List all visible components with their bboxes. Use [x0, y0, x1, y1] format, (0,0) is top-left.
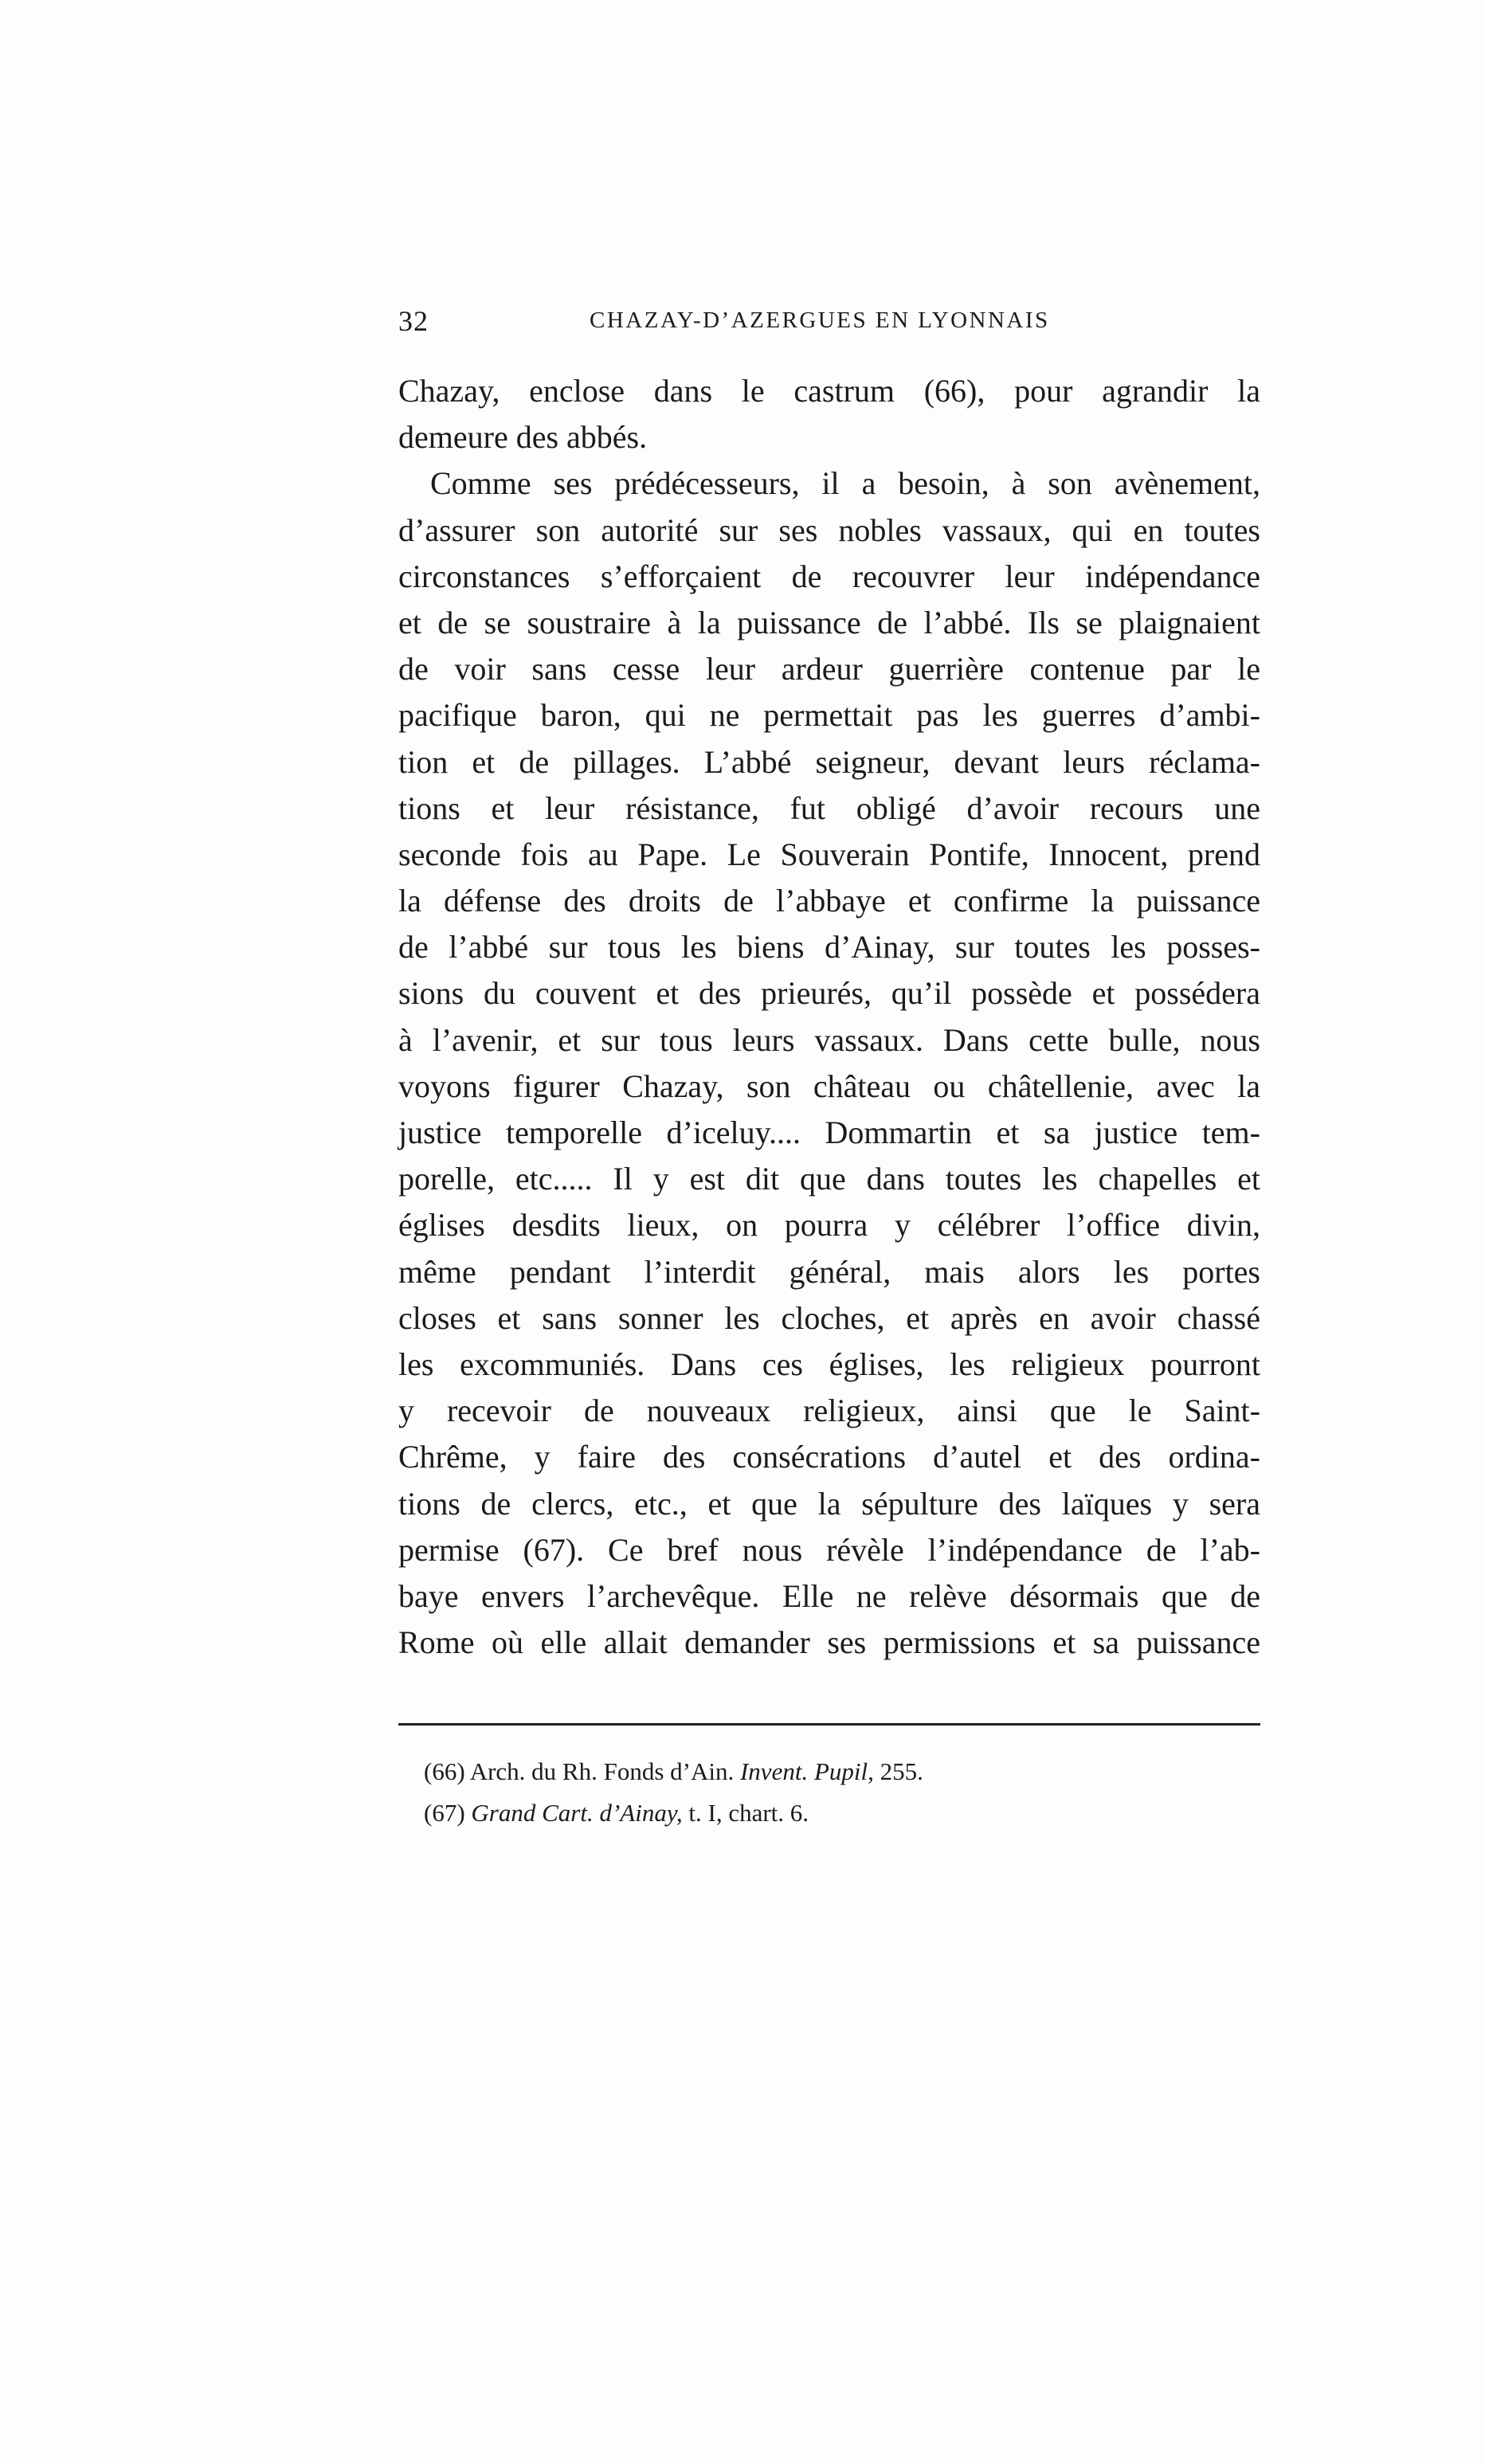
- footnote-text: t. I, chart. 6.: [688, 1799, 809, 1827]
- text-line: les excommuniés. Dans ces églises, les religieux pourront: [398, 1346, 1260, 1382]
- text-line: Chazay, enclose dans le castrum (66), pour agrandir la: [398, 373, 1260, 409]
- text-line: closes et sans sonner les cloches, et après en avoir chassé: [398, 1299, 1260, 1336]
- text-line: baye envers l’archevêque. Elle ne relève désormais que de: [398, 1577, 1260, 1614]
- text-line: et de se soustraire à la puissance de l’abbé. Ils se plaignaient: [398, 604, 1260, 640]
- footnote-text: 255.: [880, 1757, 923, 1785]
- text-line: demeure des abbés.: [398, 419, 648, 456]
- footnote-number: (67): [424, 1799, 465, 1827]
- running-title: CHAZAY-D’AZERGUES EN LYONNAIS: [590, 308, 1050, 333]
- text-line: permise (67). Ce bref nous révèle l’indépendance de l’ab-: [398, 1531, 1260, 1568]
- text-line: à l’avenir, et sur tous leurs vassaux. Dans cette bulle, nous: [398, 1021, 1260, 1058]
- text-line: de voir sans cesse leur ardeur guerrière contenue par le: [398, 651, 1260, 687]
- text-line: églises desdits lieux, on pourra y célébrer l’office divin,: [398, 1207, 1260, 1244]
- page-number: 32: [398, 305, 429, 337]
- text-line: Rome où elle allait demander ses permissions et sa puissance: [398, 1624, 1260, 1661]
- footnote-text: Arch. du Rh. Fonds d’Ain.: [469, 1757, 735, 1785]
- footnote-67: [424, 1792, 1252, 1834]
- text-line: tions et leur résistance, fut obligé d’avoir recours une: [398, 789, 1260, 826]
- running-head: [398, 304, 1259, 343]
- text-line: voyons figurer Chazay, son château ou châtellenie, avec la: [398, 1067, 1260, 1104]
- text-line: Chrême, y faire des consécrations d’autel et des ordina-: [398, 1439, 1260, 1475]
- text-line: y recevoir de nouveaux religieux, ainsi que le Saint-: [398, 1393, 1260, 1429]
- text-line: même pendant l’interdit général, mais alors les portes: [398, 1253, 1260, 1290]
- footnote-66: [424, 1751, 1252, 1792]
- text-line: porelle, etc..... Il y est dit que dans toutes les chapelles et: [398, 1161, 1260, 1197]
- text-line: justice temporelle d’iceluy.... Dommartin et sa justice tem-: [398, 1114, 1260, 1150]
- footnote-italic: Grand Cart. d’Ainay,: [471, 1799, 683, 1827]
- body-text: [398, 368, 1260, 1666]
- text-line: tion et de pillages. L’abbé seigneur, devant leurs réclama-: [398, 743, 1260, 780]
- text-line: de l’abbé sur tous les biens d’Ainay, sur toutes les posses-: [398, 929, 1260, 966]
- footnote-italic: Invent. Pupil,: [739, 1757, 874, 1785]
- text-line: tions de clercs, etc., et que la sépulture des laïques y sera: [398, 1485, 1260, 1522]
- text-line: Comme ses prédécesseurs, il a besoin, à son avènement,: [430, 465, 1260, 502]
- footnote-divider: [398, 1723, 1260, 1726]
- footnote-number: (66): [424, 1757, 465, 1785]
- text-line: sions du couvent et des prieurés, qu’il possède et possédera: [398, 975, 1260, 1012]
- text-line: la défense des droits de l’abbaye et confirme la puissance: [398, 883, 1260, 919]
- footnotes: [424, 1751, 1252, 1834]
- text-line: pacifique baron, qui ne permettait pas les guerres d’ambi-: [398, 697, 1260, 734]
- text-line: seconde fois au Pape. Le Souverain Pontife, Innocent, prend: [398, 836, 1260, 872]
- text-line: d’assurer son autorité sur ses nobles vassaux, qui en toutes: [398, 511, 1260, 548]
- text-line: circonstances s’efforçaient de recouvrer leur indépendance: [398, 558, 1260, 594]
